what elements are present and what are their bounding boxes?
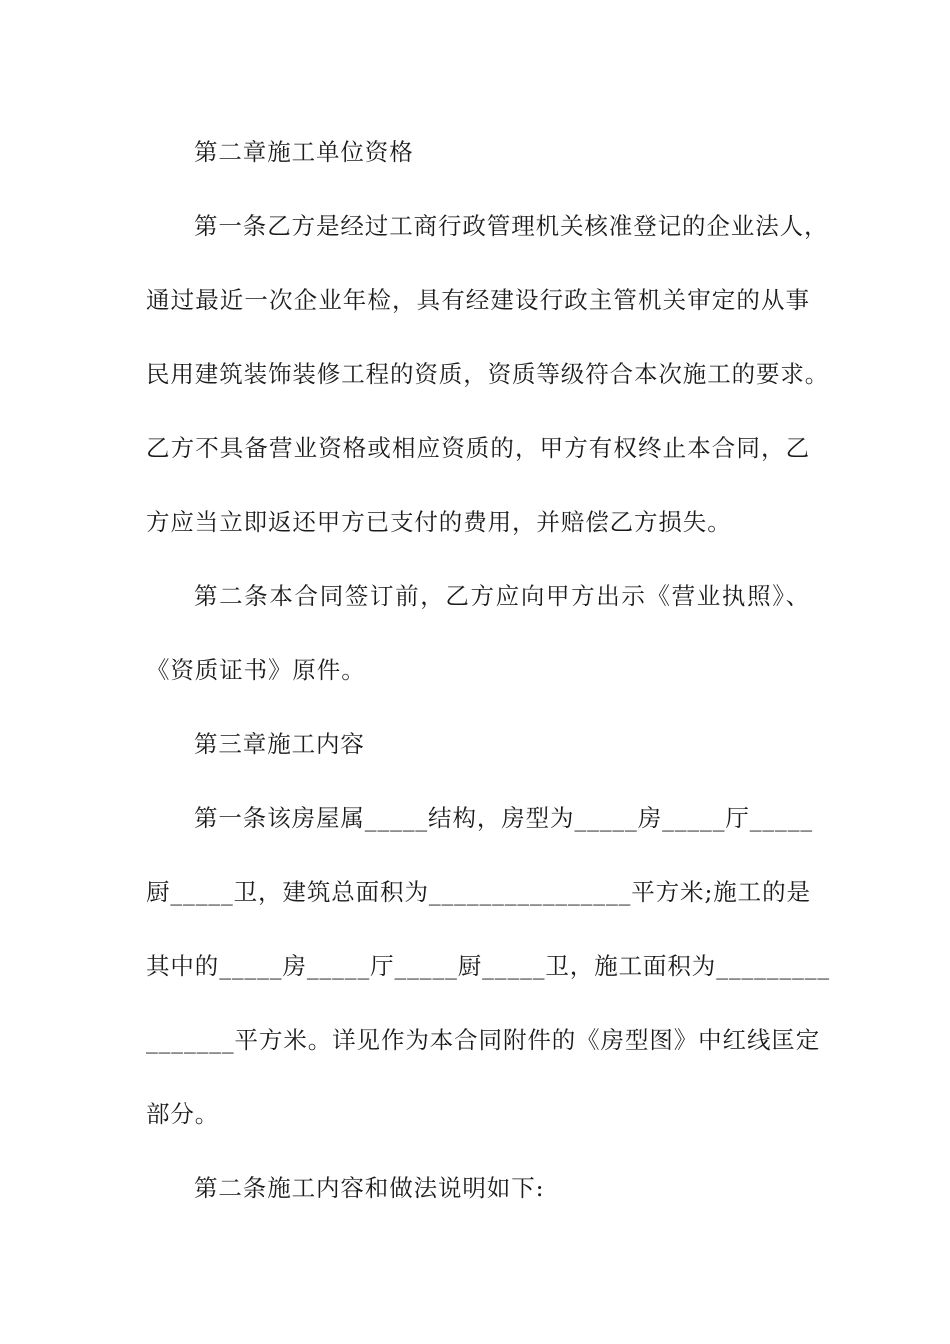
paragraph-line: 部分。 (146, 1100, 220, 1128)
paragraph-line: 乙方不具备营业资格或相应资质的，甲方有权终止本合同，乙 (146, 434, 810, 462)
paragraph-line: 厨_____卫，建筑总面积为________________平方米;施工的是 (146, 878, 811, 906)
paragraph-line: 第二条施工内容和做法说明如下: (194, 1174, 545, 1202)
paragraph-line: 方应当立即返还甲方已支付的费用，并赔偿乙方损失。 (146, 508, 732, 536)
paragraph-line: 通过最近一次企业年检，具有经建设行政主管机关审定的从事 (146, 286, 810, 314)
chapter-3-heading: 第三章施工内容 (194, 730, 365, 758)
paragraph-line: 第一条该房屋属_____结构，房型为_____房_____厅_____ (194, 804, 813, 832)
paragraph-line: _______平方米。详见作为本合同附件的《房型图》中红线匡定 (146, 1026, 821, 1054)
paragraph-line: 其中的_____房_____厅_____厨_____卫，施工面积为_________ (146, 952, 831, 980)
chapter-2-heading: 第二章施工单位资格 (194, 138, 414, 166)
paragraph-line: 第二条本合同签订前，乙方应向甲方出示《营业执照》、 (194, 582, 810, 610)
paragraph-line: 第一条乙方是经过工商行政管理机关核准登记的企业法人， (194, 212, 829, 240)
paragraph-line: 《资质证书》原件。 (146, 656, 366, 684)
paragraph-line: 民用建筑装饰装修工程的资质，资质等级符合本次施工的要求。 (146, 360, 830, 388)
